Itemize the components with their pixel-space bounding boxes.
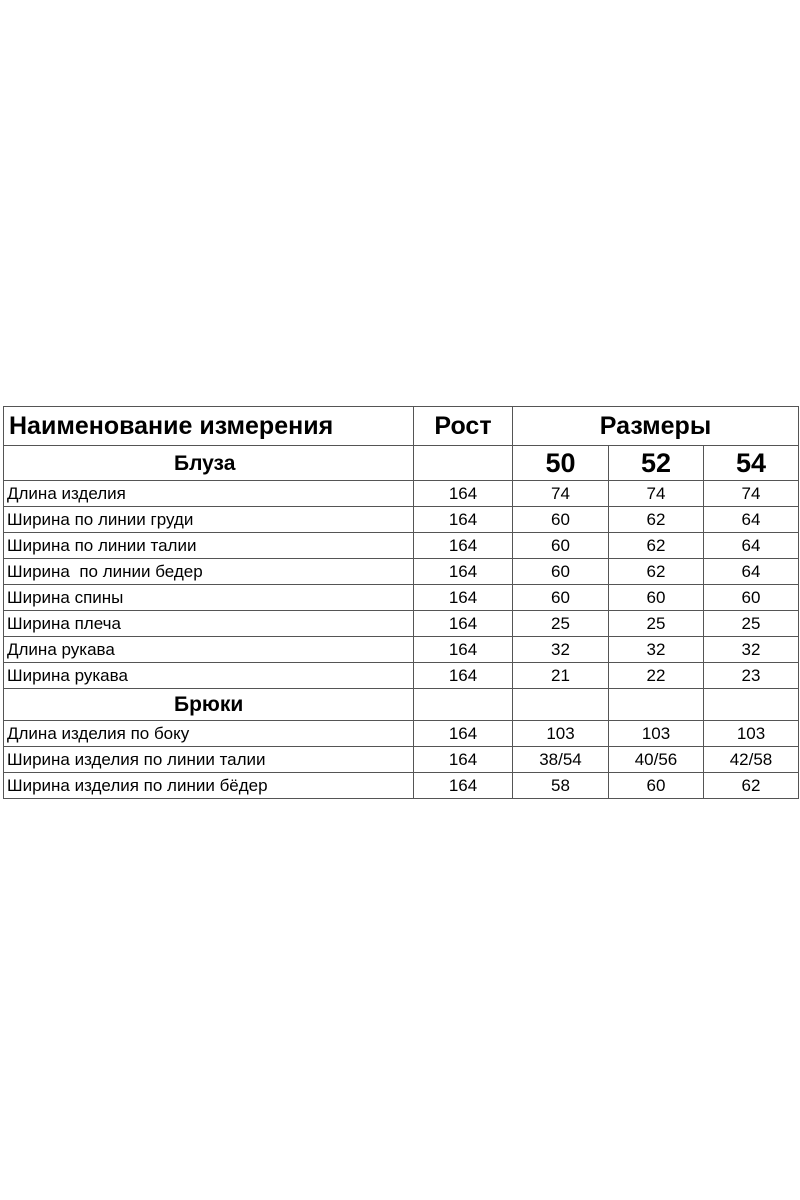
height-value: 164	[414, 533, 513, 559]
size-value: 25	[704, 611, 799, 637]
measurement-name: Ширина по линии бедер	[4, 559, 414, 585]
measurement-name: Длина изделия по боку	[4, 721, 414, 747]
size-value: 60	[609, 773, 704, 799]
size-value: 23	[704, 663, 799, 689]
size-value: 60	[513, 559, 609, 585]
measurement-name: Ширина изделия по линии талии	[4, 747, 414, 773]
measurement-name: Ширина по линии груди	[4, 507, 414, 533]
size-value: 38/54	[513, 747, 609, 773]
size-value: 60	[609, 585, 704, 611]
measurement-name: Ширина по линии талии	[4, 533, 414, 559]
height-value: 164	[414, 721, 513, 747]
size-value: 60	[513, 507, 609, 533]
size-value: 58	[513, 773, 609, 799]
height-value: 164	[414, 663, 513, 689]
measurement-name: Ширина изделия по линии бёдер	[4, 773, 414, 799]
size-value: 32	[609, 637, 704, 663]
size-value: 42/58	[704, 747, 799, 773]
height-value: 164	[414, 585, 513, 611]
height-value: 164	[414, 637, 513, 663]
table-header-row	[4, 407, 799, 446]
size-value: 64	[704, 559, 799, 585]
size-value: 62	[609, 507, 704, 533]
size-label: 54	[704, 446, 799, 481]
size-value: 25	[513, 611, 609, 637]
table-row	[4, 559, 799, 585]
header-height: Рост	[414, 407, 513, 446]
table-row	[4, 747, 799, 773]
table-row	[4, 533, 799, 559]
section-row-blouse	[4, 446, 799, 481]
size-value: 74	[609, 481, 704, 507]
table-row	[4, 663, 799, 689]
size-label: 52	[609, 446, 704, 481]
measurement-name: Ширина рукава	[4, 663, 414, 689]
size-value: 103	[704, 721, 799, 747]
height-value: 164	[414, 481, 513, 507]
size-value: 60	[513, 533, 609, 559]
height-value: 164	[414, 559, 513, 585]
size-label: 50	[513, 446, 609, 481]
table-row	[4, 721, 799, 747]
size-value: 62	[704, 773, 799, 799]
size-value: 21	[513, 663, 609, 689]
size-value: 32	[704, 637, 799, 663]
size-value: 32	[513, 637, 609, 663]
table-row	[4, 611, 799, 637]
table-row	[4, 773, 799, 799]
size-value: 74	[513, 481, 609, 507]
size-value: 74	[704, 481, 799, 507]
height-value: 164	[414, 773, 513, 799]
size-value: 62	[609, 533, 704, 559]
measurement-name: Длина изделия	[4, 481, 414, 507]
size-chart-table	[3, 406, 799, 799]
height-value: 164	[414, 747, 513, 773]
size-value: 103	[513, 721, 609, 747]
header-measurement-name: Наименование измерения	[4, 407, 414, 446]
size-value: 103	[609, 721, 704, 747]
size-value: 64	[704, 507, 799, 533]
size-value: 60	[513, 585, 609, 611]
measurement-name: Длина рукава	[4, 637, 414, 663]
size-value: 62	[609, 559, 704, 585]
header-sizes: Размеры	[513, 407, 799, 446]
size-value: 40/56	[609, 747, 704, 773]
height-value: 164	[414, 507, 513, 533]
section-title-trousers: Брюки	[4, 689, 414, 721]
size-value: 60	[704, 585, 799, 611]
size-value: 64	[704, 533, 799, 559]
section-row-trousers	[4, 689, 799, 721]
table-row	[4, 585, 799, 611]
size-value: 25	[609, 611, 704, 637]
table-row	[4, 507, 799, 533]
measurement-name: Ширина плеча	[4, 611, 414, 637]
table-row	[4, 637, 799, 663]
measurement-name: Ширина спины	[4, 585, 414, 611]
height-value: 164	[414, 611, 513, 637]
size-value: 22	[609, 663, 704, 689]
table-row	[4, 481, 799, 507]
section-title-blouse: Блуза	[4, 446, 414, 481]
